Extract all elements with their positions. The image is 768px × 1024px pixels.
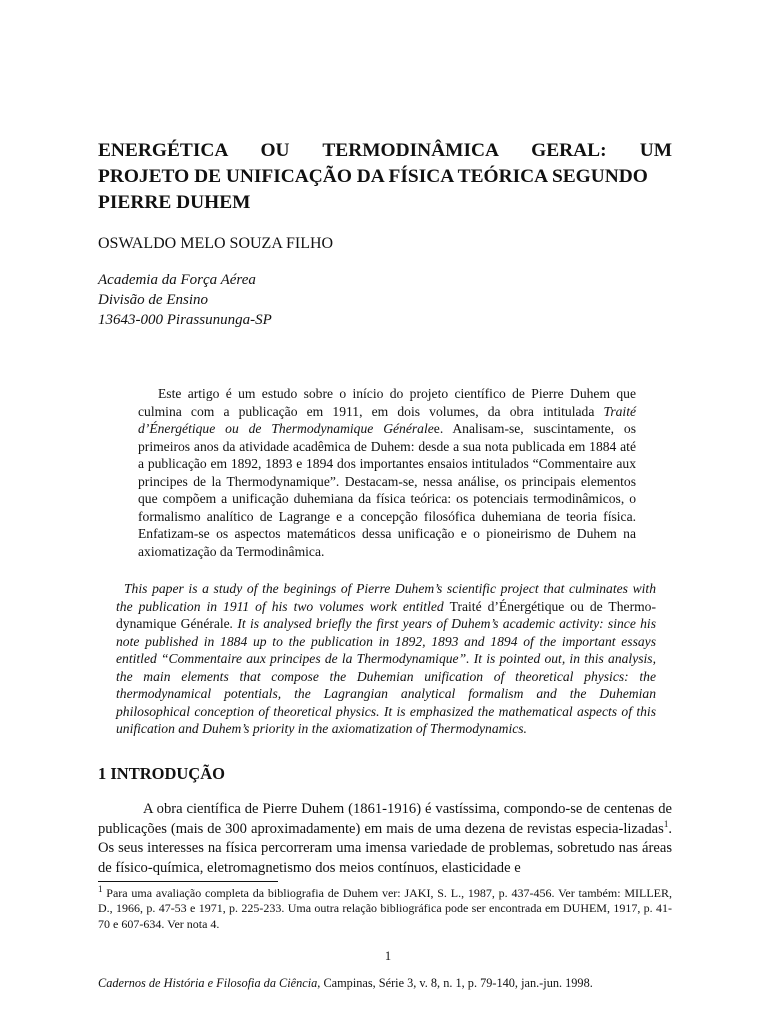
paper-title	[98, 138, 672, 216]
journal-footer	[98, 975, 672, 991]
page-number: 1	[384, 949, 392, 963]
footnote-reference[interactable]: 1	[663, 818, 669, 829]
abstract-english	[116, 580, 656, 738]
author-affiliation	[98, 270, 672, 330]
title-line-1: ENERGÉTICA OU TERMODINÂMICA GERAL: UM	[98, 140, 672, 161]
footnote-text: Para uma avaliação completa da bibliografia de Duhem ver: JAKI, S. L., 1987, p. 437-456. Ver também: MILLER, D., 1966, p. 47-53 e 1971, p. 225-233. Uma outra relação bibliográfica pode ser encontrada em DUHEM, 1917, p. 41-70 e 607-634. Ver nota 4.	[98, 886, 672, 931]
intro-text-2: . Os seus interesses na física percorreram uma imensa variedade de problemas, sobretudo nas áreas de físico-química, eletromagnetismo dos meios contínuos, elasticidade e	[98, 820, 672, 876]
abstract-pt-text-1: Este artigo é um estudo sobre o início do projeto científico de Pierre Duhem que culmina com a publicação em 1911, em dois volumes, da obra intitulada	[138, 386, 636, 419]
title-line-2: PROJETO DE UNIFICAÇÃO DA FÍSICA TEÓRICA SEGUNDO	[98, 166, 648, 187]
abstract-en-text-1: This paper is a study of the beginings of Pierre Duhem’s scientific project that culminates with the publication in 1911 of his two volumes work entitled	[116, 581, 656, 614]
footnote-marker: 1	[98, 884, 103, 894]
journal-name: Cadernos de História e Filosofia da Ciência	[98, 976, 318, 990]
abstract-portuguese	[138, 385, 636, 560]
affiliation-address: 13643-000 Pirassununga-SP	[98, 312, 272, 328]
author-name: OSWALDO MELO SOUZA FILHO	[98, 235, 334, 252]
affiliation-division: Divisão de Ensino	[98, 292, 208, 308]
abstract-en-text-2: . It is analysed briefly the first years of Duhem’s academic activity: since his note published in 1884 up to the publication in 1892, 1893 and 1894 of the important essays entitled “Commentaire aux principes de la Thermodynamique”. It is pointed out, in this analysis, the main elements that compose the Duhemian unification of theoretical physics: the thermodynamical potentials, the Lagrangian analytical formalism and the Duhemian philosophical conception of theoretical physics. It is emphasized the mathematical aspects of this unification and Duhem’s priority in the axiomatization of Thermodynamics.	[116, 616, 656, 736]
intro-text-1: A obra científica de Pierre Duhem (1861-1916) é vastíssima, compondo-se de centenas de publicações (mais de 300 aproximadamente) em mais de uma dezena de revistas especia-lizadas	[98, 801, 672, 837]
section-heading: 1 INTRODUÇÃO	[98, 764, 225, 783]
abstract-pt-text-2: e. Analisam-se, suscintamente, os primeiros anos da atividade acadêmica de Duhem: desde a sua nota publicada em 1884 até a publicação em 1892, 1893 e 1894 dos importantes ensaios intitulados “Commentaire aux principes de la Thermodynamique”. Destacam-se, nessa análise, os principais elementos que compõem a unificação duhemiana da física teórica: os potenciais termodinâmicos, o formalismo analítico de Lagrange e a concepção filosófica duhemiana de teoria física. Enfatizam-se os aspectos matemáticos dessa unificação e o pioneirismo de Duhem na axiomatização da Termodinâmica.	[138, 421, 636, 559]
journal-details: , Campinas, Série 3, v. 8, n. 1, p. 79-140, jan.-jun. 1998.	[317, 976, 593, 990]
title-line-3: PIERRE DUHEM	[98, 192, 251, 213]
abstract-pt-work-title: Traité d’Énergétique ou de Thermodynamique Générale	[138, 403, 636, 436]
footnote-divider	[98, 881, 278, 882]
abstract-en-work-title: Traité d’Énergétique ou de Thermo-dynamique Générale	[116, 598, 656, 631]
affiliation-institution: Academia da Força Aérea	[98, 272, 256, 288]
intro-paragraph	[98, 800, 672, 878]
footnote	[98, 886, 672, 932]
